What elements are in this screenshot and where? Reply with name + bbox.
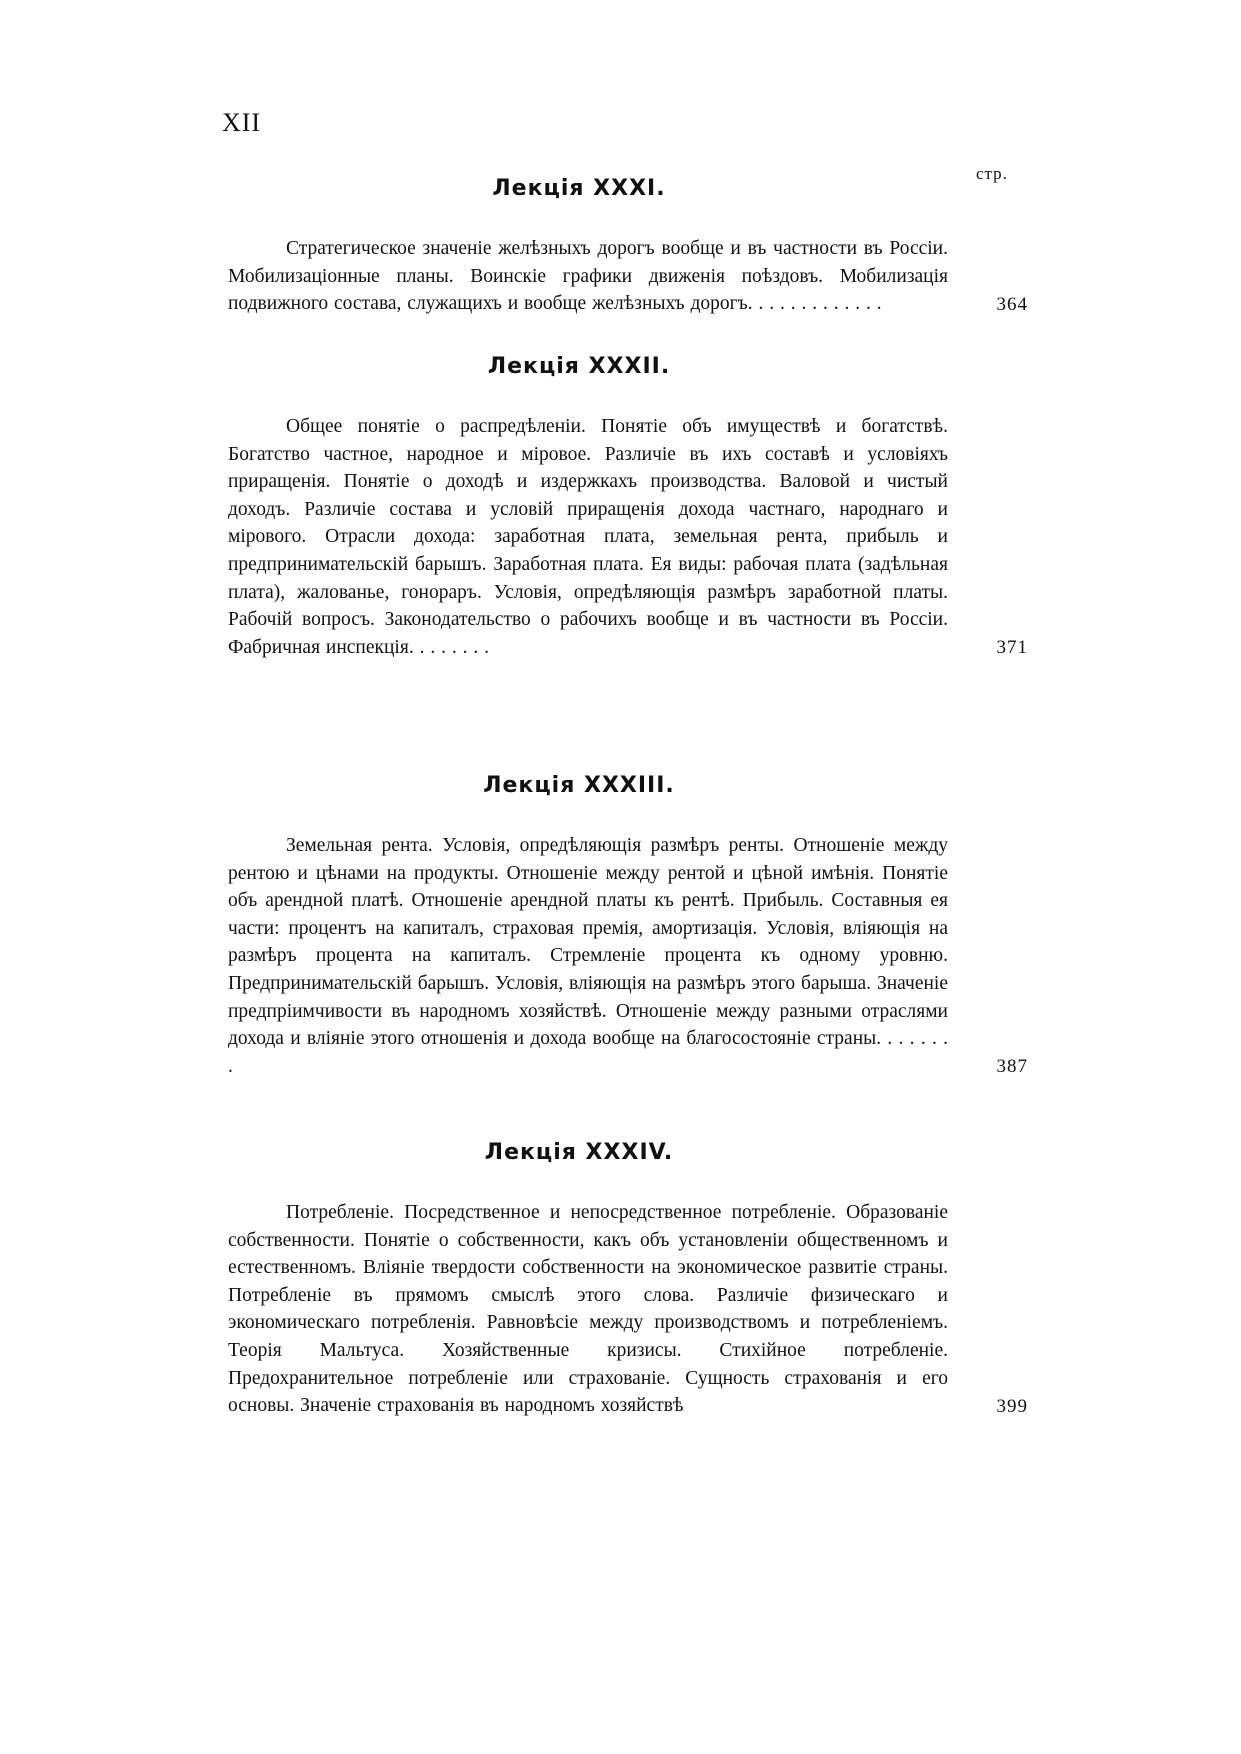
page-reference: 399 <box>996 1395 1028 1417</box>
lecture-summary: Стратегическое значеніе желѣзныхъ дорогъ вообще и въ частности въ Россіи. Мобилизаціонные планы. Воинскіе графики движенія поѣздовъ. Мобилизація подвижного состава, служащихъ и вообще желѣзныхъ дорогъ. . . . . . . . . . . . . <box>228 238 948 315</box>
lecture-summary: Земельная рента. Условія, опредѣляющія размѣръ ренты. Отношеніе между рентою и цѣнами на продукты. Отношеніе между рентой и цѣной имѣнія. Понятіе объ арендной платѣ. Отношеніе арендной платы къ рентѣ. Прибыль. Составныя ея части: процентъ на капиталъ, страховая премія, амортизація. Условія, вліяющія на размѣръ процента на капиталъ. Стремленіе процента къ одному уровню. Предпринимательскій барышъ. Условія, вліяющія на размѣръ этого барыша. Значеніе предпріимчивости въ народномъ хозяйствѣ. Отношеніе между разными отраслями дохода и вліяніе этого отношенія и дохода вообще на благосостояніе страны. . . . . . . . <box>228 835 948 1077</box>
page-number: XII <box>222 108 262 137</box>
lecture-title: Лекція XXXIV. <box>484 1140 674 1165</box>
lecture-31 <box>228 176 1028 318</box>
lecture-title: Лекція XXXII. <box>487 354 671 379</box>
lecture-entry <box>228 235 1028 318</box>
lecture-32 <box>228 354 1028 661</box>
page-reference: 371 <box>996 637 1028 659</box>
lecture-entry <box>228 1199 1028 1420</box>
lecture-33 <box>228 773 1028 1080</box>
lecture-entry <box>228 832 1028 1080</box>
lecture-summary: Общее понятіе о распредѣленіи. Понятіе объ имуществѣ и богатствѣ. Богатство частное, народное и міровое. Различіе въ ихъ составѣ и условіяхъ приращенія. Понятіе о доходѣ и издержкахъ производства. Валовой и чистый доходъ. Различіе состава и условій приращенія дохода частнаго, народнаго и мірового. Отрасли дохода: заработная плата, земельная рента, прибыль и предпринимательскій барышъ. Заработная плата. Ея виды: рабочая плата (задѣльная плата), жалованье, гонораръ. Условія, опредѣляющія размѣръ заработной платы. Рабочій вопросъ. Законодательство о рабочихъ вообще и въ частности въ Россіи. Фабричная инспекція. . . . . . . . <box>228 416 948 658</box>
lecture-title: Лекція XXXIII. <box>483 773 675 798</box>
page-column-label: стр. <box>976 164 1008 183</box>
lecture-summary: Потребленіе. Посредственное и непосредственное потребленіе. Образованіе собственности. Понятіе о собственности, какъ объ установленіи общественномъ и естественномъ. Вліяніе твердости собственности на экономическое развитіе страны. Потребленіе въ прямомъ смыслѣ этого слова. Различіе физическаго и экономическаго потребленія. Равновѣсіе между производствомъ и потребленіемъ. Теорія Мальтуса. Хозяйственные кризисы. Стихійное потребленіе. Предохранительное потребленіе или страхованіе. Сущность страхованія и его основы. Значеніе страхованія въ народномъ хозяйствѣ <box>228 1202 948 1417</box>
page-reference: 364 <box>996 293 1028 315</box>
lecture-entry <box>228 413 1028 661</box>
page-reference: 387 <box>996 1056 1028 1078</box>
lecture-34 <box>228 1140 1028 1420</box>
lecture-title: Лекція XXXI. <box>492 176 666 201</box>
